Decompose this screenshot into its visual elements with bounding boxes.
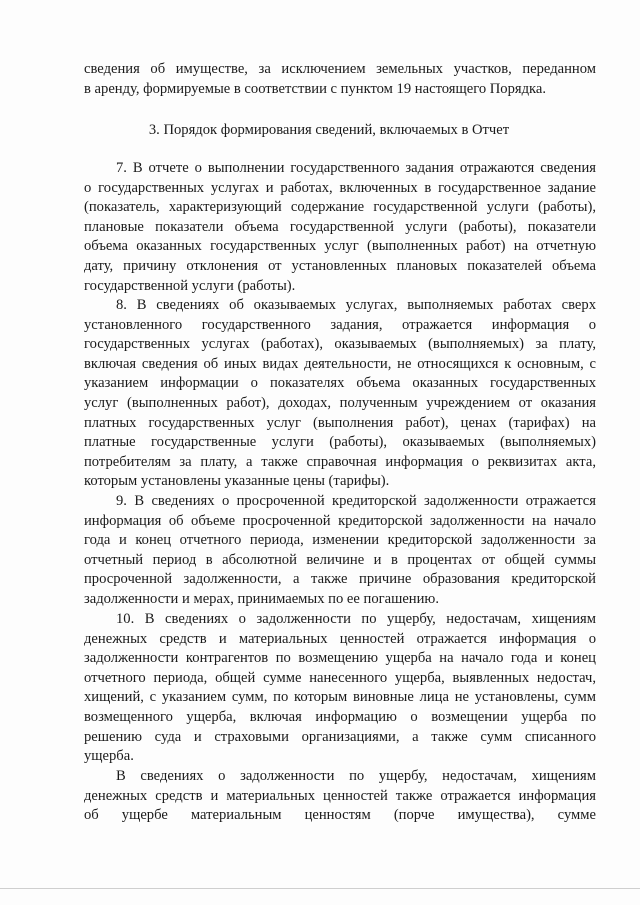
text-line: включая сведения об иных видах деятельности, не относящихся к основным, с	[84, 355, 596, 372]
text-line: государственных услугах (работах), оказываемых (выполняемых) за плату,	[84, 336, 596, 353]
text-line: потребителям за плату, а также справочная информация о реквизитах акта,	[84, 453, 596, 470]
text-line: об ущербе материальным ценностям (порче имущества), сумме	[84, 807, 596, 824]
text-line: денежных средств и материальных ценностей также отражается информация	[84, 787, 596, 804]
text-line: В сведениях о задолженности по ущербу, недостачам, хищениям	[116, 768, 596, 784]
text-line: года и конец отчетного периода, изменении кредиторской задолженности за	[84, 532, 596, 549]
paragraph-damage-info	[84, 767, 596, 826]
text-line: задолженности контрагентов по возмещению ущерба на начало года и конец	[84, 650, 596, 667]
text-line: ущерба.	[84, 748, 134, 765]
text-line: просроченной задолженности, а также причине образования кредиторской	[84, 571, 596, 588]
text-line: объема оказанных государственных услуг (выполненных работ) на отчетную	[84, 238, 596, 255]
text-line: платных государственных услуг (выполнения работ), ценах (тарифах) на	[84, 414, 596, 431]
paragraph-7	[84, 159, 596, 296]
text-line: отчетного периода, общей сумме нанесенного ущерба, выявленных недостач,	[84, 669, 596, 686]
text-line: 8. В сведениях об оказываемых услугах, выполняемых работах сверх	[116, 297, 596, 313]
text-line: информация об объеме просроченной кредиторской задолженности на начало	[84, 512, 596, 529]
text-line: (показатель, характеризующий содержание государственной услуги (работы),	[84, 199, 596, 216]
text-line: дату, причину отклонения от установленных плановых показателей объема	[84, 257, 596, 274]
text-line: установленного государственного задания, отражается информация о	[84, 316, 596, 333]
text-line: 7. В отчете о выполнении государственного задания отражаются сведения	[116, 160, 596, 176]
paragraph-9	[84, 492, 596, 610]
text-line: услуг (выполненных работ), доходах, полученным учреждением от оказания	[84, 394, 596, 411]
intro-paragraph	[84, 60, 596, 99]
text-line: решению суда и страховыми организациями, а также сумм списанного	[84, 728, 596, 745]
paragraph-8	[84, 296, 596, 492]
section-heading: 3. Порядок формирования сведений, включаемых в Отчет	[148, 122, 510, 138]
text-line: государственной услуги (работы).	[84, 277, 296, 294]
text-line: хищений, с указанием сумм, по которым виновные лица не установлены, сумм	[84, 689, 596, 706]
text-line: платные государственные услуги (работы), оказываемых (выполняемых)	[84, 434, 596, 451]
text-line: указанием информации о показателях объема оказанных государственных	[84, 375, 596, 392]
page-bottom-edge	[0, 888, 640, 889]
text-line: которым установлены указанные цены (тарифы).	[84, 473, 390, 490]
text-line: 10. В сведениях о задолженности по ущербу, недостачам, хищениям	[116, 611, 596, 627]
paragraph-10	[84, 610, 596, 767]
text-line: плановые показатели объема государственной услуги (работы), показатели	[84, 218, 596, 235]
text-line: отчетный период в абсолютной величине и в процентах от общей суммы	[84, 551, 596, 568]
text-line: в аренду, формируемые в соответствии с пунктом 19 настоящего Порядка.	[84, 80, 547, 97]
text-line: сведения об имуществе, за исключением земельных участков, переданном	[84, 61, 596, 77]
text-line: о государственных услугах и работах, включенных в государственное задание	[84, 179, 596, 196]
text-line: возмещенного ущерба, включая информацию о возмещении ущерба по	[84, 708, 596, 725]
text-line: 9. В сведениях о просроченной кредиторской задолженности отражается	[116, 493, 596, 509]
text-line: денежных средств и материальных ценностей отражается информация о	[84, 630, 596, 647]
text-line: задолженности и мерах, принимаемых по ее погашению.	[84, 590, 439, 607]
